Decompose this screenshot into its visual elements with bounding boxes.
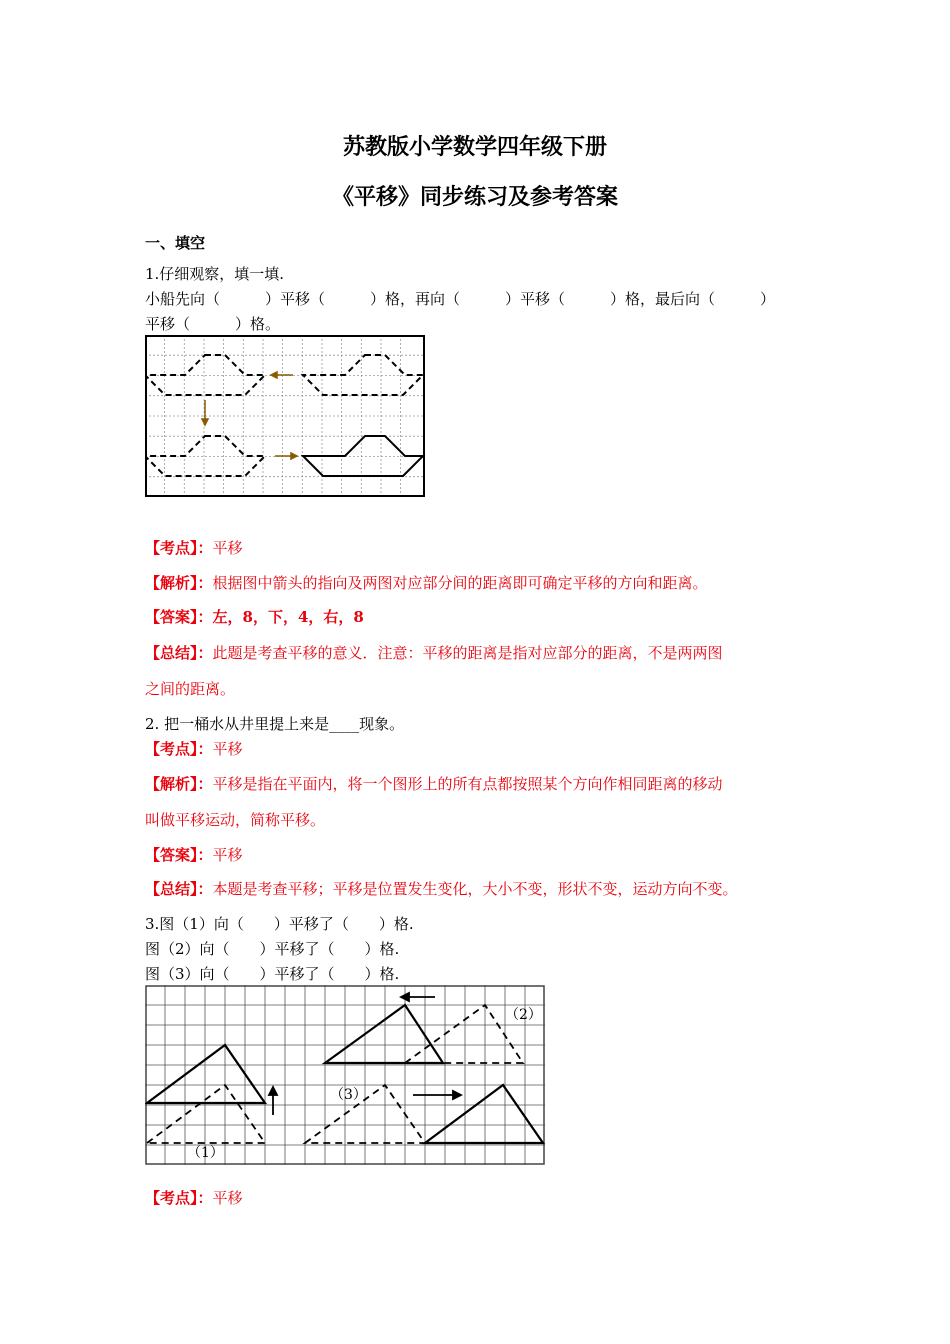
q1-daan-text: 左，8，下，4，右，8 — [212, 608, 364, 626]
q2-zongjie — [145, 878, 738, 899]
q3-line-1: 3.图（1）向（ ）平移了（ ）格. — [145, 915, 414, 933]
q2-daan-tag: 【答案】： — [145, 846, 213, 864]
q2-kaodian-tag: 【考点】： — [145, 740, 213, 758]
q2-zongjie-tag: 【总结】： — [145, 880, 213, 898]
q1-zongjie — [145, 642, 723, 663]
q2-kaodian — [145, 738, 243, 759]
q1-zongjie-text-a: 此题是考查平移的意义．注意：平移的距离是指对应部分的距离，不是两两图 — [212, 644, 723, 662]
q3-line-2: 图（2）向（ ）平移了（ ）格. — [145, 940, 400, 958]
q2-daan — [145, 844, 243, 865]
q1-daan-tag: 【答案】： — [145, 608, 213, 626]
q2-zongjie-text: 本题是考查平移；平移是位置发生变化，大小不变，形状不变，运动方向不变。 — [212, 880, 738, 898]
q2-jiexi-cont: 叫做平移运动，简称平移。 — [145, 811, 326, 829]
triangle-grid-figure — [145, 985, 547, 1166]
q3-kaodian-tag: 【考点】： — [145, 1189, 213, 1207]
q2-jiexi — [145, 773, 723, 794]
section-heading: 一、填空 — [145, 234, 206, 252]
title-line-1: 苏教版小学数学四年级下册 — [342, 135, 607, 160]
q1-jiexi — [145, 572, 708, 593]
q1-stem: 1.仔细观察，填一填. — [145, 265, 285, 283]
q2-jiexi-text-a: 平移是指在平面内，将一个图形上的所有点都按照某个方向作相同距离的移动 — [212, 775, 723, 793]
q1-kaodian — [145, 537, 243, 558]
q3-kaodian-text: 平移 — [212, 1189, 243, 1207]
q1-jiexi-tag: 【解析】： — [145, 574, 213, 592]
triangle-label-1: （1） — [187, 1145, 224, 1161]
triangle-label-3: （3） — [330, 1087, 367, 1103]
q1-jiexi-text: 根据图中箭头的指向及两图对应部分间的距离即可确定平移的方向和距离。 — [212, 574, 708, 592]
title-line-2: 《平移》同步练习及参考答案 — [331, 185, 618, 210]
q2-daan-text: 平移 — [212, 846, 243, 864]
q1-kaodian-tag: 【考点】： — [145, 539, 213, 557]
q2-kaodian-text: 平移 — [212, 740, 243, 758]
q3-line-3: 图（3）向（ ）平移了（ ）格. — [145, 965, 400, 983]
q1-line-a: 小船先向（ ）平移（ ）格，再向（ ）平移（ ）格，最后向（ ） — [145, 290, 776, 308]
q1-kaodian-text: 平移 — [212, 539, 243, 557]
boat-grid-figure — [145, 335, 427, 498]
q2-stem: 2. 把一桶水从井里提上来是____现象。 — [145, 715, 405, 733]
q2-jiexi-tag: 【解析】： — [145, 775, 213, 793]
q1-zongjie-cont: 之间的距离。 — [145, 680, 236, 698]
q1-daan — [145, 606, 364, 627]
q3-kaodian — [145, 1187, 243, 1208]
q1-line-b: 平移（ ）格。 — [145, 315, 281, 333]
triangle-label-2: （2） — [505, 1007, 542, 1023]
q1-zongjie-tag: 【总结】： — [145, 644, 213, 662]
